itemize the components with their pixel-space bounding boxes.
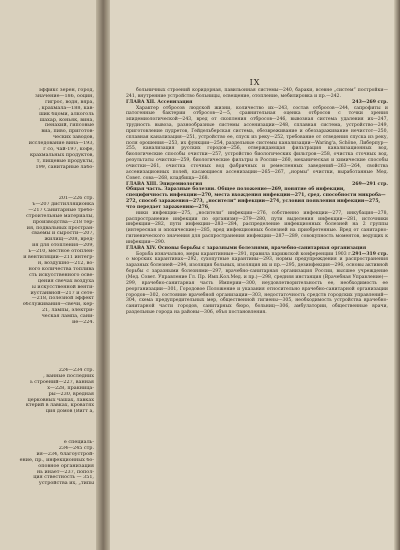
left-page-line: ция ствестность — 351, (33, 475, 94, 481)
left-page-line: значение—186, ооцин, (35, 93, 94, 99)
left-page-line: 224—234 стр. (58, 368, 94, 373)
left-page-line: виа, пиво, приготов- (41, 129, 94, 135)
left-page-line: гигрос, водн, вяра, (45, 99, 94, 105)
left-page-line: нь инает—237, попол- (36, 469, 94, 475)
left-page-line: шахар, коньяк, вина, (39, 117, 94, 123)
left-page-line: ческая лампа, сани- (41, 314, 94, 320)
chapter-number: ГЛАВА XIV. (126, 245, 158, 251)
chapter-pages: 243—269 стр. (352, 99, 388, 105)
left-page-line: и вентиляции—211 интегр- (23, 255, 94, 261)
left-page-line: 199, санитарные лабо- (35, 164, 94, 170)
left-page-line: ческих заводов, (52, 135, 94, 141)
left-page-line: ъ—207 дистилляционка (32, 201, 94, 207)
left-page-line: , ванные последних (43, 373, 94, 379)
left-page-line: исследование вина—193, (28, 141, 94, 147)
left-page-line: обслуживания—свечи, кер- (22, 302, 94, 308)
chapter-pages: 291—319 стр. (352, 251, 388, 257)
left-page-line: 234—245 стр. (58, 445, 94, 451)
left-page-line: сваемы и сырости—207, (31, 231, 94, 237)
left-page-line: г со, чай-197, кофе, (43, 147, 94, 153)
left-page-line: ция домов (Вигт а, (45, 409, 94, 415)
left-page-line: крахмальных продуктов, (29, 152, 94, 158)
left-page-line: ы искусственной венти- (31, 284, 94, 290)
left-page-line: ия—234, благоустрой- (36, 451, 94, 457)
left-page-line: ия для отопления—209, (32, 243, 94, 249)
left-page-line: шик бцоми, алкоголь (39, 111, 94, 117)
left-page-line: , крахмала—188, кав- (38, 105, 94, 111)
content-paragraph: ники инфекции—275, „носители“ инфекции—276, собственно инфекции—277, инкубация—278, распространение инфекции по организму—279—280, пути выделения инфекции—281, источники инфекции—282, пути инфекции—283—284, распределение инфекционных болезней на 2 группы (интересная и эпохические)—285, вред инфекционных болезней на приобретенные. Вред от санитарно-гигиенического значения для распространения инфекции—287—289, совокупность моментов, ведущих к инфекции—290. (126, 210, 388, 245)
left-page (0, 0, 98, 550)
left-page-line: ь—210, местное отоплен- (28, 249, 94, 255)
right-page (110, 0, 400, 550)
left-page-line: иустанвной—217 и сете- (30, 290, 94, 296)
chapter-title: Эпидемиология (159, 181, 203, 187)
page-edge-shadow (394, 0, 400, 550)
left-page-line: х—228, пракница- (47, 385, 94, 391)
left-page-line: устройства их, „типы (38, 481, 94, 487)
left-page-line: производства—218 тер- (32, 219, 94, 225)
left-page-line: сть искусственного осве- (29, 272, 94, 278)
chapter-title: Основы борьбы с заразными болезнями, врачебно-санитарная организация (157, 245, 367, 251)
chapter-heading (126, 245, 388, 257)
left-page-line: эффикс зерен, город, (38, 88, 94, 93)
left-page-line: н, воздушно—212, во- (37, 260, 94, 266)
left-page-line: —218, полезной эффект (31, 296, 94, 302)
chapter-number: Общая часть. Заразные болезни. (126, 187, 218, 193)
content-paragraph: больничных строений коридорная, павильонная системы—240, бараки, всевне „систем“ постройки—241, внутренние устройство больницы, освещение, отопление, мебилировка и пр.—242. (126, 88, 388, 99)
content-paragraph: Борьба изначально, меры карантинные—291, правила парижской конференции 1903 г. о морских карантинах—292, сухопутные карантины—293, нормы предупреждения и распространения заразных болезней—294, изоляция больных, изоляция их и пр.—295, дезинфекция—296, основы активной борьбы с заразными болезнями—297, врачебно-санитарная организация России, высшее учреждение (Мед. Совет. Управление Гл. Пр. Имп.Кол.Мед. и пр.)—298, средняя инстанция (Врачебная Управление)—299, врачебно-санитарная часть Империи—300, неудовлетворительность ее, необходимость ее реорганизации—301, Городовое Положение и указания относительно врачебно-санитарной организации городов—302, состояние врачебной организации—303, недостаточность средств городских управлений—304, схема предупредительных мер, общественной гигиены—305, необходимость устройства врачебно-санитарной части городов, санитарных бюро, больниц—306, амбулатории, общественные врачи, раздельные города на районы—306, объя постановления. (126, 251, 388, 316)
chapter-pages: 269—291 стр. (352, 181, 388, 187)
chapter-title: Ассенизация (157, 99, 193, 105)
left-page-line: пенахий, гипсовые (44, 123, 94, 129)
left-block-c (0, 368, 94, 415)
left-block-a (0, 88, 94, 171)
left-page-line: —217 Санитарные требо- (28, 207, 94, 213)
left-page-line: строительные материалы, (26, 213, 94, 219)
left-block-b (0, 196, 94, 326)
chapter-heading (126, 187, 388, 210)
left-page-line: ие—224. (72, 320, 94, 326)
chapter-number: ГЛАВА XII. (126, 99, 158, 105)
left-page-line: 21, лампы, электри- (42, 308, 94, 314)
table-of-contents (126, 88, 388, 316)
left-page-line: ия, подвальных простран- (26, 225, 94, 231)
left-page-line: 201—226 стр. (58, 196, 94, 201)
left-page-line: церковных чашах, лавках (27, 397, 94, 403)
content-paragraph: Характер отбросов людской жизни, количество их—243, состав отбросов—244, сапрофиты и патогенные бактерии отбросов—2—5, сравнительная оценка отбросов с точки зрения эпидемиологической—243, вред от скопления отбросов—246, вывозная система удаления их—247, трудность вывоза, разнообразные системы ассенизации—248, сплавная система, устройство—249, приготовление пудретов, Гейдельберская система, обезвреживание и обеззараживание нечистот—250, сплавная канализация—251, устройство ее, спуск из реку—252, требование от отведения спуска из реку, поля орошения—253, их функции—254, раздельные системы канализации—Waring'а, Schöne, Либерпур—255, канализация русских городов—256, отверждающая фильтрация канализационных вод, биологические способы очистки—257, устройство биологических фильтров—258, очистка сточных вод, результаты очистки—259, биологические фильтры в России—260, механическая и химические способы очистки—261, очистка сточных вод фабричных и ремесленных заведений—263—264, свойства ассенизационных полей, касающиеся ассенизации—265—267, „нормы“ очистки, выработанные Мед. Совет. сова—268, кладбища—268. (126, 105, 388, 181)
left-block-d (0, 440, 94, 487)
left-page-line: оповное организация (38, 463, 94, 469)
chapter-title: Общее положение—269, понятие об инфекции, специфичность инфекции—270, места вхождения инфекции—271, сред. способности микроба—272, способ заражения—273, „носители“ инфекции—274, условия появления инфекции—275, что передает заражению—276, (126, 187, 386, 210)
left-page-line: ение, пр., инфекционных бо- (19, 457, 94, 463)
left-page-line: жилищ—208, вред- (44, 237, 94, 243)
left-page-line: е специаль- (63, 440, 94, 445)
left-page-line: ры—230, вредная (48, 391, 94, 397)
chapter-number: ГЛАВА XIII. (126, 181, 160, 187)
left-page-line: т, пищевые продукты, (36, 158, 94, 164)
left-page-line: ь строений—227, ванная (30, 379, 94, 385)
left-page-line: цения свечах воздуха (38, 278, 94, 284)
left-page-line: ктерий в лавках, кроватях (25, 403, 94, 409)
page-number: IX (249, 78, 261, 87)
left-page-line: ного количества топлива (28, 266, 94, 272)
